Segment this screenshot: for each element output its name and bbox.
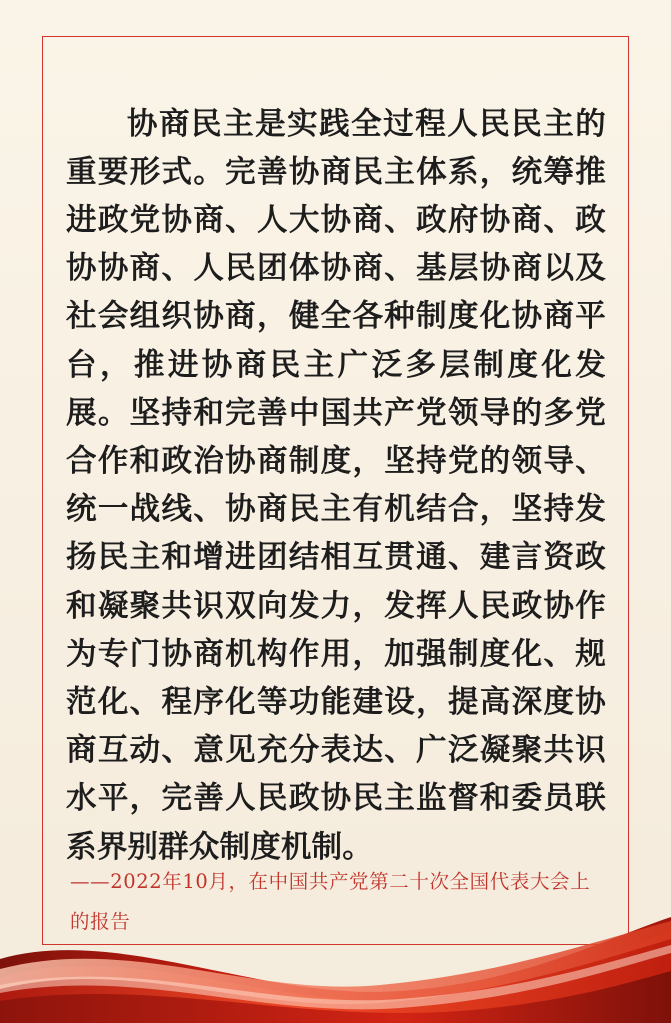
red-ribbon-decoration (0, 873, 671, 1023)
quote-body-text: 协商民主是实践全过程人民民主的重要形式。完善协商民主体系，统筹推进政党协商、人大协商、政府协商、政协协商、人民团体协商、基层协商以及社会组织协商，健全各种制度化协商平台，推进协商民主广泛多层制度化发展。坚持和完善中国共产党领导的多党合作和政治协商制度，坚持党的领导、统一战线、协商民主有机结合，坚持发扬民主和增进团结相互贯通、建言资政和凝聚共识双向发力，发挥人民政协作为专门协商机构作用，加强制度化、规范化、程序化等功能建设，提高深度协商互动、意见充分表达、广泛凝聚共识水平，完善人民政协民主监督和委员联系界别群众制度机制。 (66, 106, 606, 865)
quote-source-attribution: ——2022年10月，在中国共产党第二十次全国代表大会上的报告 (70, 869, 591, 933)
